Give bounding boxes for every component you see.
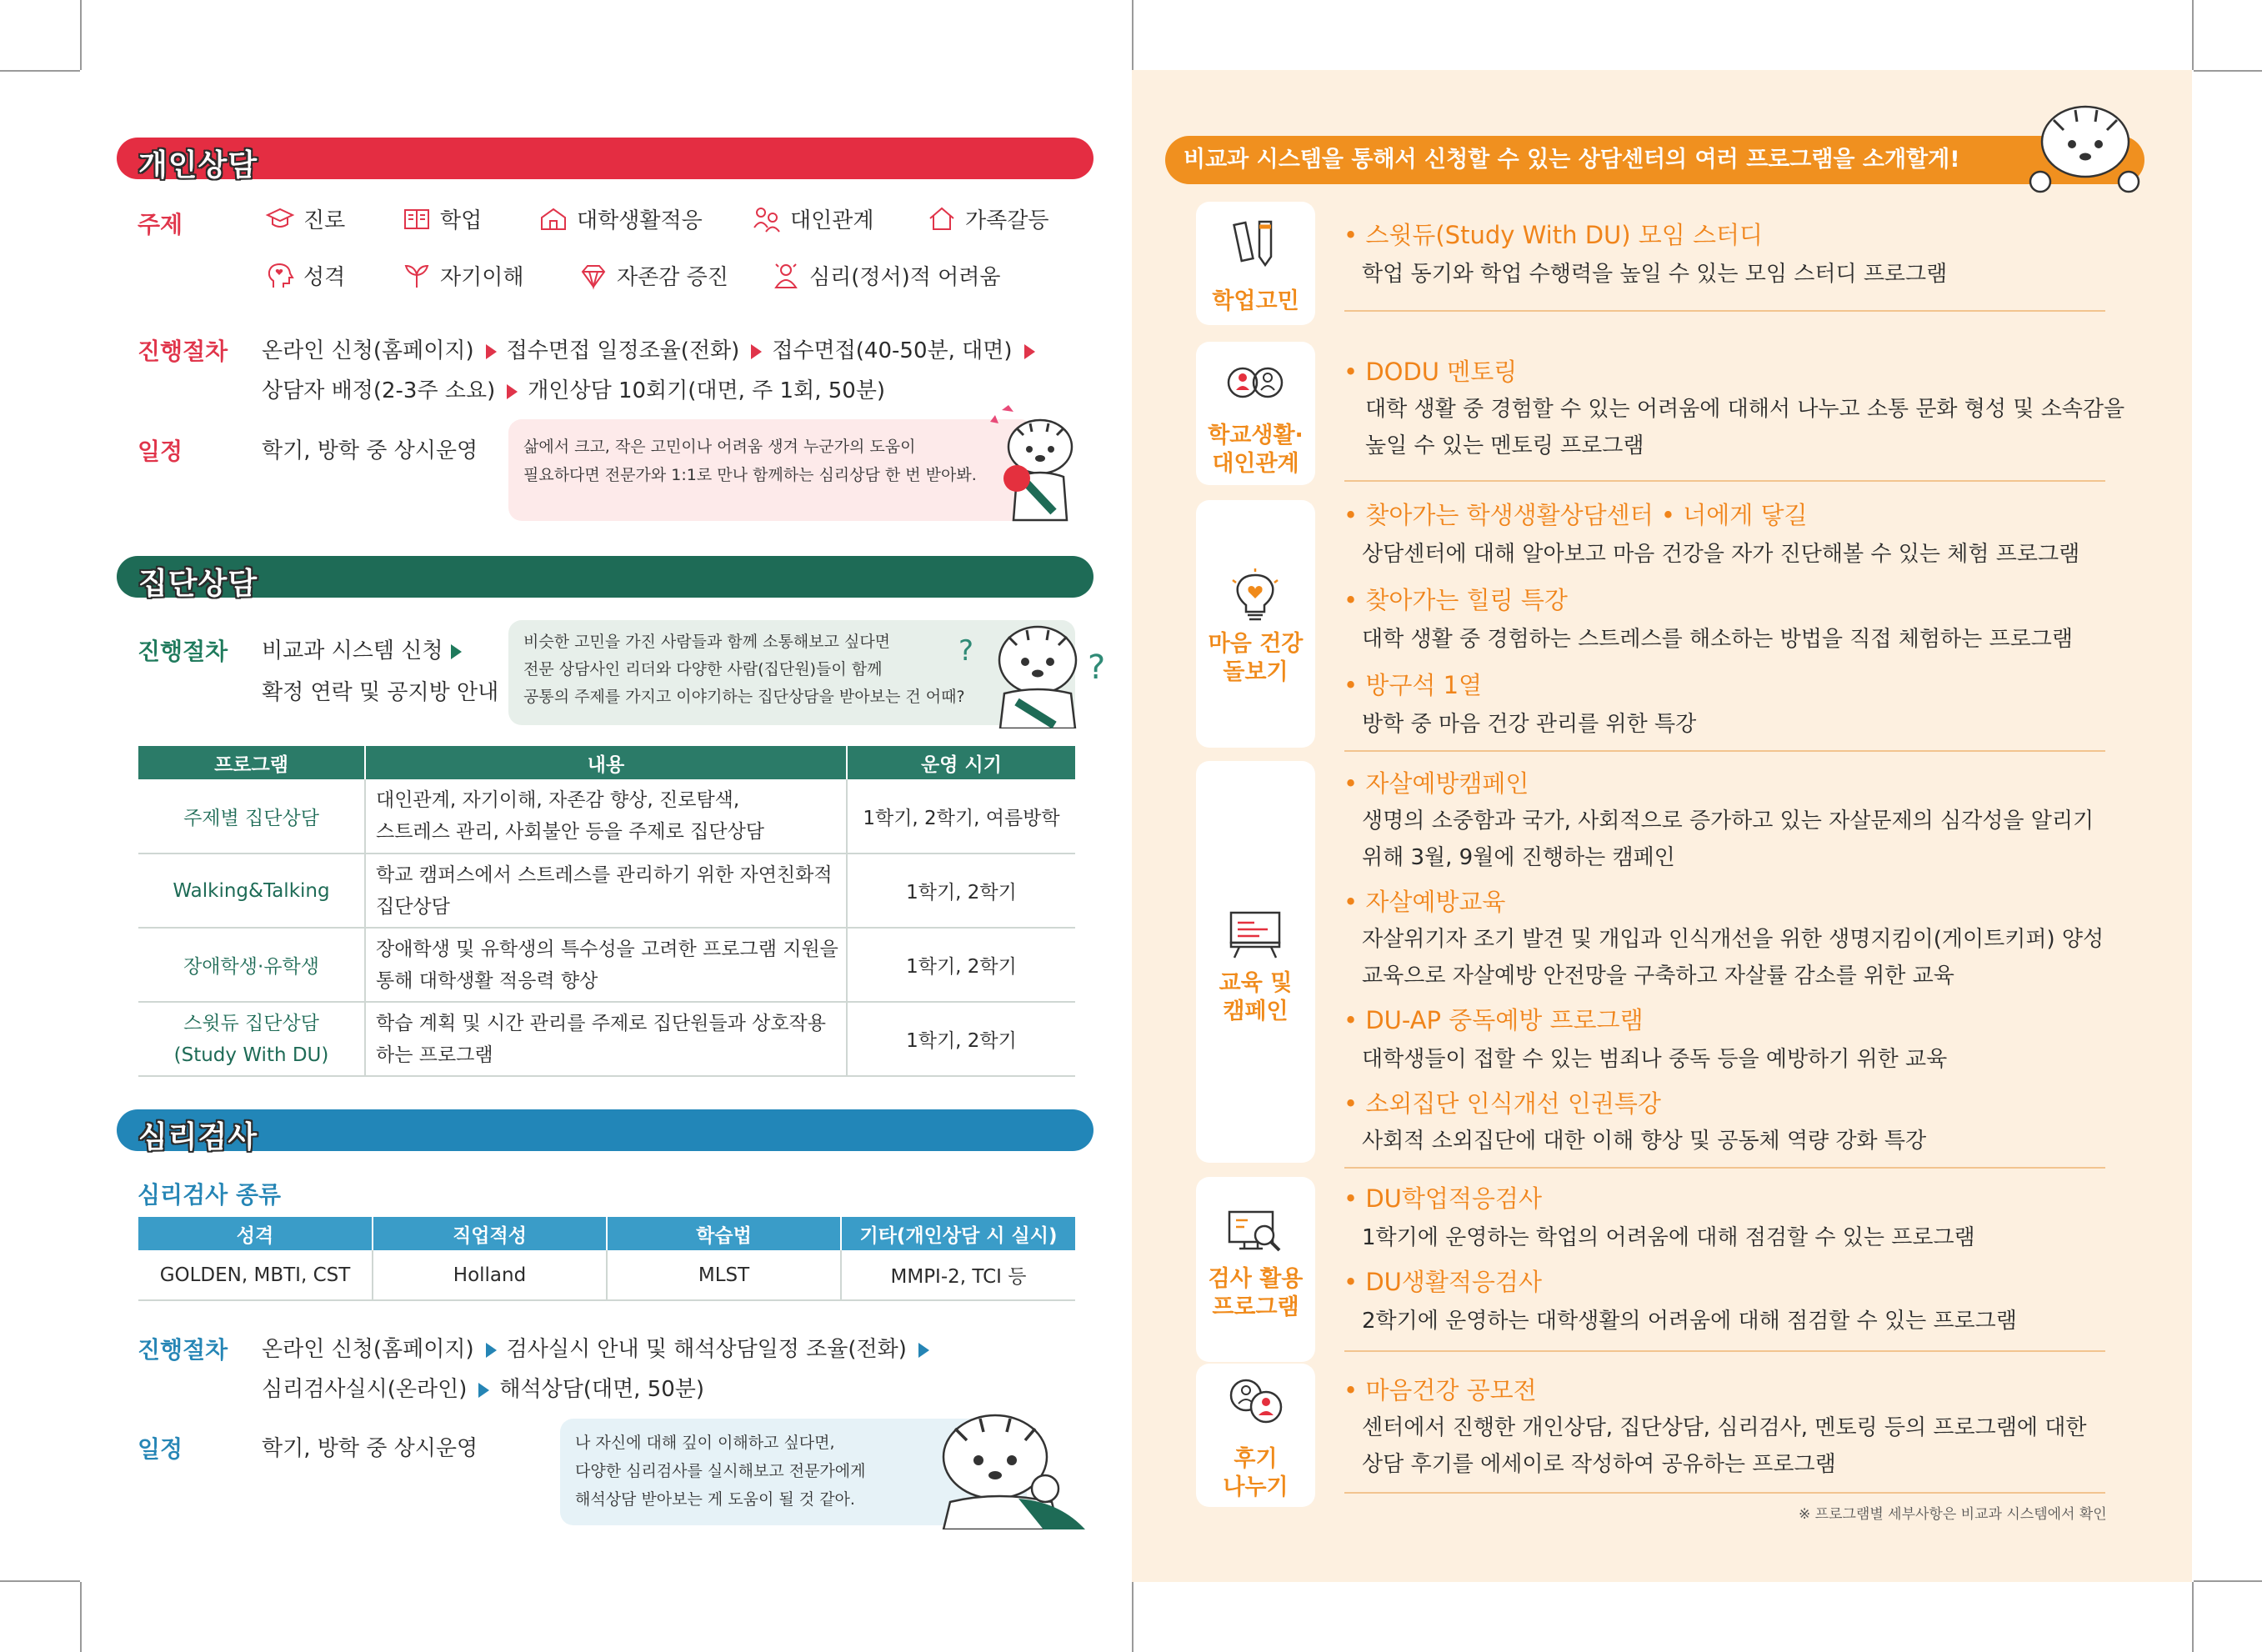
- category-label: 교육 및 캠페인: [1219, 970, 1293, 1024]
- arrow-icon: [451, 644, 462, 659]
- table-header: 성격: [138, 1217, 373, 1250]
- program-desc: 위해 3월, 9월에 진행하는 캠페인: [1362, 845, 1675, 870]
- school-building-icon: [538, 204, 568, 234]
- program-title: • 마음건강 공모전: [1344, 1376, 1537, 1404]
- graduation-cap-icon: [265, 204, 295, 234]
- program-title: • 소외집단 인식개선 인권특강: [1344, 1089, 1661, 1118]
- program-cell: 주제별 집단상담: [138, 779, 365, 854]
- crop-mark: [2194, 1580, 2262, 1582]
- group-procedure-label: 진행절차: [138, 638, 228, 665]
- lightbulb-heart-icon: [1226, 567, 1284, 625]
- svg-text:?: ?: [1088, 648, 1106, 687]
- content-cell: 학교 캠퍼스에서 스트레스를 관리하기 위한 자연친화적 집단상담: [365, 854, 847, 928]
- period-cell: 1학기, 2학기: [847, 928, 1075, 1002]
- psych-section-header: [117, 1109, 1093, 1154]
- category-card-education: [1196, 761, 1315, 1163]
- group-title: 집단상담: [138, 567, 258, 601]
- divider: [1344, 1492, 2105, 1494]
- program-desc: 생명의 소중함과 국가, 사회적으로 증가하고 있는 자살문제의 심각성을 알리기: [1362, 808, 2094, 834]
- head-heart-icon: [265, 261, 295, 291]
- crop-mark: [80, 1582, 82, 1652]
- speech-bubble: 비슷한 고민을 가진 사람들과 함께 소통해보고 싶다면 전문 상담사인 리더와 다양한 사람(집단원)들이 함께 공통의 주제를 가지고 이야기하는 집단상담을 받아보는 건 어때?: [508, 620, 1075, 725]
- program-title: • 방구석 1열: [1344, 671, 1483, 699]
- people-icon: [752, 204, 782, 234]
- procedure-flow: 온라인 신청(홈페이지) 검사실시 안내 및 해석상담일정 조율(전화): [262, 1332, 939, 1363]
- table-row: [138, 1250, 1075, 1300]
- divider: [1344, 1167, 2105, 1169]
- group-section-header: [117, 556, 1093, 601]
- period-cell: 1학기, 2학기: [847, 1002, 1075, 1076]
- schedule-label: 일정: [138, 438, 183, 465]
- divider: [1344, 1350, 2105, 1352]
- category-label: 마음 건강 돌보기: [1208, 631, 1304, 685]
- monitor-search-icon: [1226, 1202, 1284, 1260]
- category-card-campus-life: [1196, 342, 1315, 485]
- crop-mark: [1132, 1582, 1134, 1652]
- arrow-icon: [478, 1383, 489, 1398]
- program-desc: 학업 동기와 학업 수행력을 높일 수 있는 모임 스터디 프로그램: [1362, 262, 1948, 287]
- topic-item: 대인관계: [752, 203, 873, 234]
- intro-banner: [1165, 136, 2144, 184]
- program-title: • DU학업적응검사: [1344, 1184, 1542, 1213]
- arrow-icon: [918, 1343, 929, 1358]
- speech-bubble: 삶에서 크고, 작은 고민이나 어려움 생겨 누군가의 도움이 필요하다면 전문가와 1:1로 만나 함께하는 심리상담 한 번 받아봐.: [508, 419, 1033, 521]
- program-desc: 사회적 소외집단에 대한 이해 향상 및 공동체 역량 강화 특강: [1362, 1129, 1927, 1154]
- two-people-icon: [1226, 353, 1284, 412]
- period-cell: 1학기, 2학기: [847, 854, 1075, 928]
- table-header: 직업적성: [373, 1217, 607, 1250]
- category-card-assessment: [1196, 1177, 1315, 1362]
- chat-people-icon: [1226, 1372, 1284, 1430]
- table-header: 기타(개인상담 시 실시): [859, 1224, 1058, 1247]
- content-cell: 장애학생 및 유학생의 특수성을 고려한 프로그램 지원을 통해 대학생활 적응력 향상: [365, 928, 847, 1002]
- footnote: ※ 프로그램별 세부사항은 비교과 시스템에서 확인: [1799, 1506, 2107, 1523]
- divider: [1344, 480, 2105, 482]
- program-desc: 상담 후기를 에세이로 작성하여 공유하는 프로그램: [1362, 1452, 1836, 1477]
- table-header: 학습법: [607, 1217, 841, 1250]
- table-header: 프로그램: [138, 746, 365, 779]
- program-title: • DU-AP 중독예방 프로그램: [1344, 1006, 1644, 1034]
- topic-label: 주제: [138, 211, 183, 238]
- topic-item: 성격: [265, 260, 345, 291]
- psych-title: 심리검사: [138, 1120, 258, 1154]
- table-row: [138, 854, 1075, 928]
- program-title: • 찾아가는 학생생활상담센터 • 너에게 닿길: [1344, 501, 1808, 529]
- topic-item: 자기이해: [402, 260, 523, 291]
- procedure-flow: 심리검사실시(온라인) 해석상담(대면, 50분): [262, 1377, 705, 1402]
- program-title: • DODU 멘토링: [1344, 358, 1518, 386]
- category-label: 학업고민: [1212, 288, 1299, 314]
- topic-item: 진로: [265, 203, 345, 234]
- category-card-study: [1196, 202, 1315, 325]
- procedure-flow: 확정 연락 및 공지방 안내: [262, 680, 499, 705]
- program-title: • DU생활적응검사: [1344, 1268, 1542, 1296]
- individual-section-header: [117, 138, 1093, 183]
- table-cell: MMPI-2, TCI 등: [841, 1250, 1075, 1300]
- program-cell: 스윗듀 집단상담 (Study With DU): [138, 1002, 365, 1076]
- program-cell: Walking&Talking: [138, 854, 365, 928]
- psych-schedule-label: 일정: [138, 1435, 183, 1463]
- program-title: • 찾아가는 힐링 특강: [1344, 586, 1568, 614]
- program-cell: 장애학생·유학생: [138, 928, 365, 1002]
- table-header-row: [138, 746, 1075, 779]
- psych-types-label: 심리검사 종류: [138, 1181, 282, 1209]
- psych-procedure-label: 진행절차: [138, 1336, 228, 1364]
- procedure-flow: 상담자 배정(2-3주 소요) 개인상담 10회기(대면, 주 1회, 50분): [262, 378, 886, 403]
- topic-item: 학업: [402, 203, 482, 234]
- presentation-board-icon: [1226, 903, 1284, 961]
- program-desc: 교육으로 자살예방 안전망을 구축하고 자살률 감소를 위한 교육: [1362, 964, 1954, 989]
- sprout-icon: [402, 261, 432, 291]
- crop-mark: [2192, 0, 2194, 70]
- program-desc: 대학생들이 접할 수 있는 범죄나 중독 등을 예방하기 위한 교육: [1362, 1047, 1948, 1072]
- psych-test-table: [138, 1217, 1075, 1301]
- arrow-icon: [486, 344, 497, 359]
- program-desc: 대학 생활 중 경험할 수 있는 어려움에 대해서 나누고 소통 문화 형성 및 소속감을: [1365, 397, 2125, 422]
- topic-item: 심리(정서)적 어려움: [771, 260, 1000, 291]
- arrow-icon: [751, 344, 762, 359]
- table-header-row: [138, 1217, 1075, 1250]
- period-cell: 1학기, 2학기, 여름방학: [847, 779, 1075, 854]
- arrow-icon: [507, 384, 518, 399]
- procedure-flow: 온라인 신청(홈페이지) 접수면접 일정조율(전화) 접수면접(40-50분, 대면): [262, 333, 1045, 364]
- diamond-icon: [578, 261, 608, 291]
- program-desc: 방학 중 마음 건강 관리를 위한 특강: [1362, 712, 1697, 737]
- crop-mark: [80, 0, 82, 70]
- arrow-icon: [1024, 344, 1035, 359]
- speech-bubble: 나 자신에 대해 깊이 이해하고 싶다면, 다양한 심리검사를 실시해보고 전문가에게 해석상담 받아보는 게 도움이 될 것 같아.: [560, 1419, 1027, 1525]
- table-cell: MLST: [607, 1250, 841, 1300]
- table-header: 운영 시기: [921, 753, 1002, 776]
- program-desc: 2학기에 운영하는 대학생활의 어려움에 대해 점검할 수 있는 프로그램: [1362, 1309, 2017, 1334]
- program-desc: 높일 수 있는 멘토링 프로그램: [1365, 433, 1644, 458]
- divider: [1344, 750, 2105, 752]
- banner-text: 비교과 시스템을 통해서 신청할 수 있는 상담센터의 여러 프로그램을 소개할게!: [1184, 147, 1960, 173]
- schedule-text: 학기, 방학 중 상시운영: [262, 438, 478, 463]
- category-label: 후기 나누기: [1223, 1446, 1289, 1500]
- content-cell: 학습 계획 및 시간 관리를 주제로 집단원들과 상호작용 하는 프로그램: [365, 1002, 847, 1076]
- topic-item: 대학생활적응: [538, 203, 703, 234]
- tiger-mascot-icon: [983, 403, 1075, 524]
- category-label: 학교생활· 대인관계: [1208, 423, 1304, 477]
- tiger-mascot-icon: [2025, 98, 2142, 198]
- table-row: [138, 928, 1075, 1002]
- program-desc: 대학 생활 중 경험하는 스트레스를 해소하는 방법을 직접 체험하는 프로그램: [1362, 627, 2073, 652]
- group-program-table: [138, 746, 1075, 1077]
- procedure-flow: 비교과 시스템 신청: [262, 633, 472, 664]
- category-card-review: [1196, 1364, 1315, 1507]
- table-cell: GOLDEN, MBTI, CST: [138, 1250, 373, 1300]
- divider: [1344, 310, 2105, 312]
- program-title: • 자살예방교육: [1344, 888, 1506, 916]
- table-row: [138, 1002, 1075, 1076]
- home-icon: [927, 204, 957, 234]
- program-desc: 자살위기자 조기 발견 및 개입과 인식개선을 위한 생명지킴이(게이트키퍼) 양성: [1362, 927, 2104, 952]
- table-row: [138, 779, 1075, 854]
- table-header: 내용: [365, 746, 847, 779]
- pencil-ruler-icon: [1226, 213, 1284, 272]
- content-cell: 대인관계, 자기이해, 자존감 향상, 진로탐색, 스트레스 관리, 사회불안 등을 주제로 집단상담: [365, 779, 847, 854]
- crop-mark: [0, 70, 80, 72]
- tiger-mascot-icon: [958, 618, 1113, 728]
- tiger-mascot-icon: [918, 1409, 1093, 1529]
- person-emotion-icon: [771, 261, 801, 291]
- book-icon: [402, 204, 432, 234]
- topic-item: 가족갈등: [927, 203, 1048, 234]
- program-desc: 상담센터에 대해 알아보고 마음 건강을 자가 진단해볼 수 있는 체험 프로그램: [1362, 542, 2080, 567]
- procedure-label: 진행절차: [138, 338, 228, 365]
- svg-text:?: ?: [958, 634, 974, 668]
- program-title: • 스윗듀(Study With DU) 모임 스터디: [1344, 221, 1764, 249]
- crop-mark: [0, 1580, 80, 1582]
- category-label: 검사 활용 프로그램: [1208, 1266, 1304, 1320]
- topic-item: 자존감 증진: [578, 260, 728, 291]
- crop-mark: [2194, 70, 2262, 72]
- program-desc: 센터에서 진행한 개인상담, 집단상담, 심리검사, 멘토링 등의 프로그램에 대한: [1362, 1415, 2087, 1440]
- program-desc: 1학기에 운영하는 학업의 어려움에 대해 점검할 수 있는 프로그램: [1362, 1225, 1975, 1250]
- program-title: • 자살예방캠페인: [1344, 769, 1529, 798]
- category-card-mental-health: [1196, 500, 1315, 748]
- arrow-icon: [486, 1343, 497, 1358]
- individual-title: 개인상담: [138, 148, 258, 183]
- crop-mark: [2192, 1582, 2194, 1652]
- crop-mark: [1132, 0, 1134, 70]
- schedule-text: 학기, 방학 중 상시운영: [262, 1436, 478, 1461]
- table-cell: Holland: [373, 1250, 607, 1300]
